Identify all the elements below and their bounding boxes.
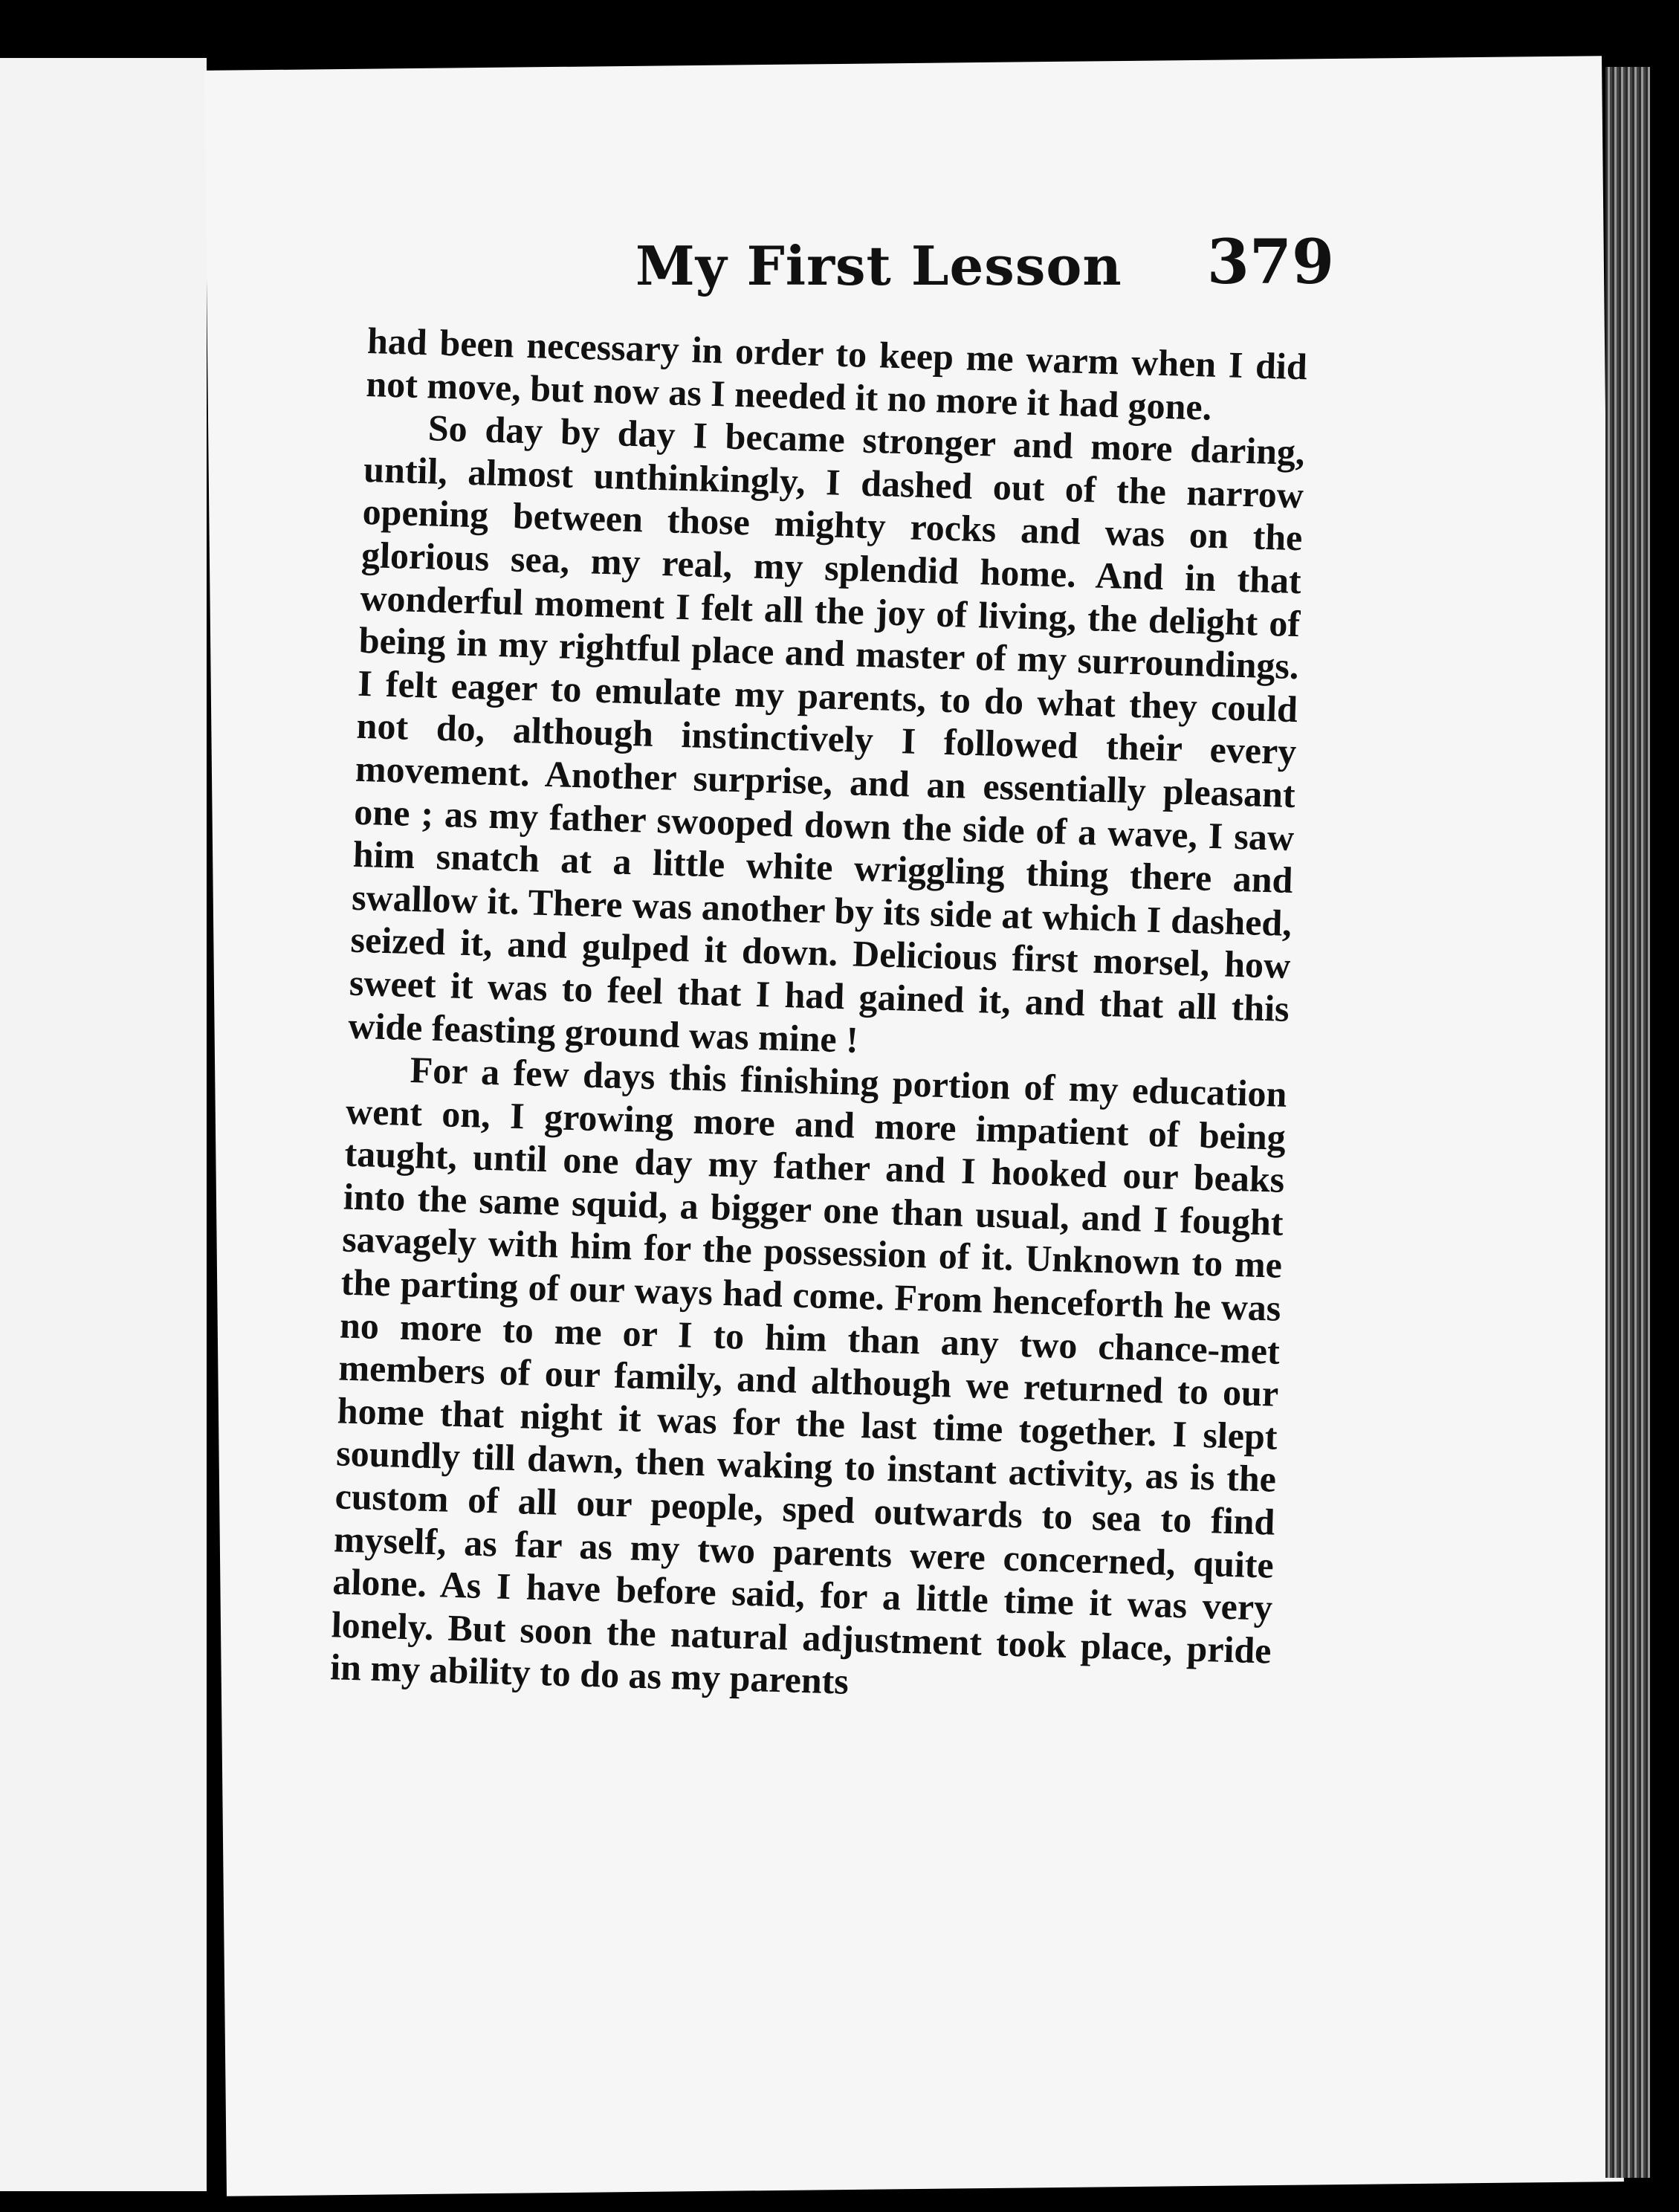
paragraph: For a few days this finishing portion of my education went on, I growing more and more impatient of being taught, until one day my father and I hooked our beaks into the same squid, a bigger one than usual, and I fought savagely with him for the possession of it. Unknown to me the parting of our ways had come. From henceforth he was no more to me or I to him than any two chance-met members of our family, and although we returned to our home that night it was for the last time together. I slept soundly till dawn, then waking to instant activity, as is the custom of all our people, sped outwards to sea to find myself, as far as my two parents were concerned, quite alone. As I have before said, for a little time it was very lonely. But soon the natural adjustment took place, pride in my ability to do as my parents bbox=[329, 1049, 1288, 1703]
left-page-edge bbox=[0, 58, 207, 2191]
running-head bbox=[405, 182, 1334, 308]
running-head-title: My First Lesson bbox=[635, 234, 1122, 297]
page-number: 379 bbox=[1206, 227, 1334, 298]
paragraph-continued: had been necessary in order to keep me warm when I did not move, but now as I needed it no more it had gone. bbox=[365, 320, 1308, 428]
page-edges bbox=[1605, 67, 1650, 2178]
paragraph: So day by day I became stronger and more daring, until, almost unthinkingly, I dashed out of the narrow opening between those mighty rocks and was on the glorious sea, my real, my splendid home. And in that wonderful moment I felt all the joy of living, the delight of being in my rightful place and master of my surroundings. I felt eager to emulate my parents, to do what they could not do, although instinctively I followed their every movement. Another surprise, and an essentially pleasant one ; as my father swooped down the side of a wave, I saw him snatch at a little white wriggling thing there and swallow it. There was another by its side at which I dashed, seized it, and gulped it down. Delicious first morsel, how sweet it was to feel that I had gained it, and that all this wide feasting ground was mine ! bbox=[347, 407, 1306, 1061]
body-text bbox=[330, 320, 1308, 1715]
